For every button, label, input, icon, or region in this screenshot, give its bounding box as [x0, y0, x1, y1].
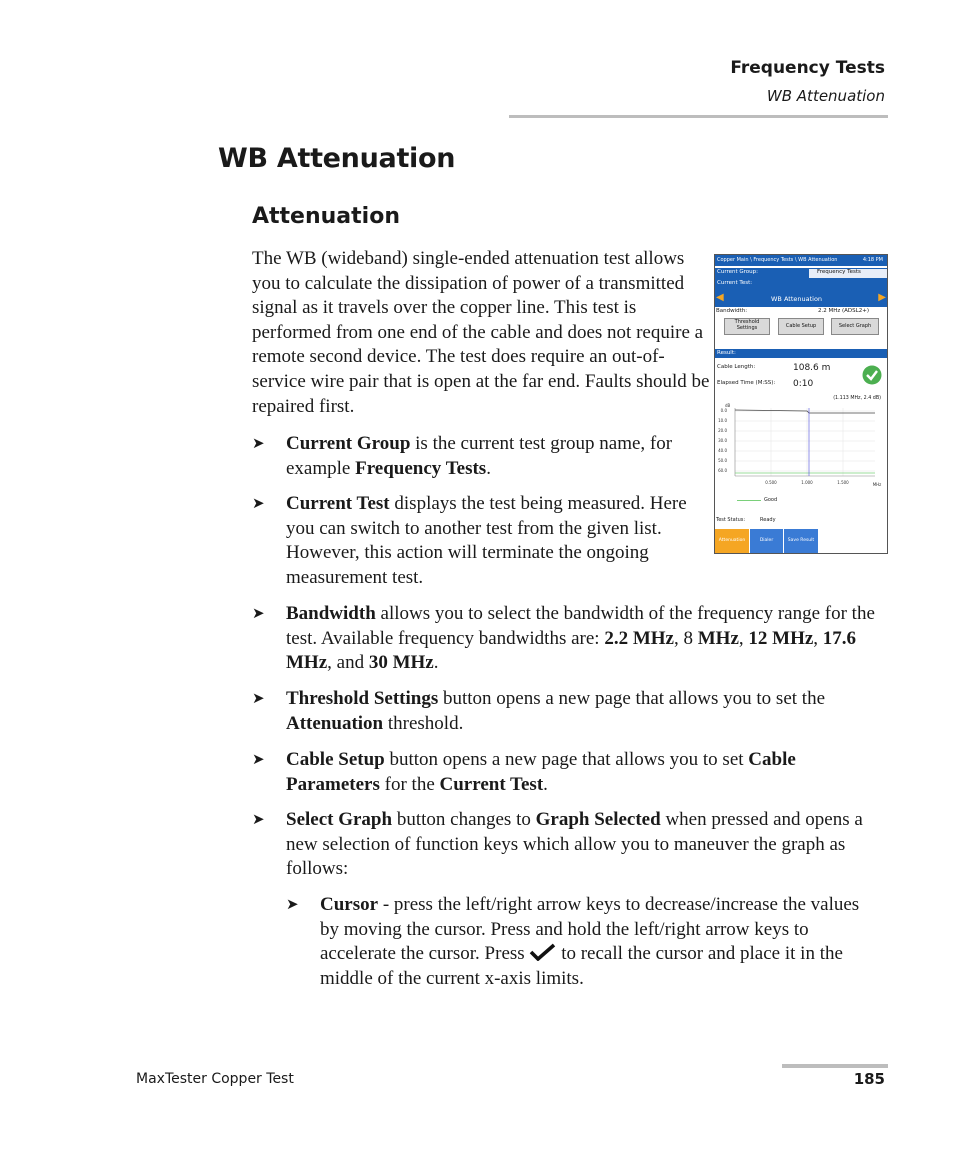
- page-title: WB Attenuation: [218, 143, 456, 174]
- text: is the current test group name, for example: [286, 433, 673, 479]
- x-unit: MHz: [872, 482, 882, 487]
- text: .: [486, 457, 491, 479]
- term: Attenuation: [286, 712, 384, 734]
- section-heading: Attenuation: [252, 204, 400, 229]
- clock: 4:18 PM: [862, 257, 883, 263]
- text: .: [543, 773, 548, 795]
- text: to recall the cursor and place it in the middle of the current x-axis limits.: [320, 943, 843, 989]
- attenuation-graph[interactable]: [715, 400, 887, 490]
- bullet-bandwidth: [252, 602, 886, 676]
- current-group-label: Current Group:: [717, 269, 759, 275]
- chapter-title: Frequency Tests: [730, 58, 885, 78]
- y-tick: 50.0: [718, 458, 727, 463]
- cable-setup-button[interactable]: Cable Setup: [778, 318, 824, 335]
- footer-product: MaxTester Copper Test: [136, 1071, 294, 1087]
- threshold-settings-button[interactable]: Threshold Settings: [724, 318, 770, 335]
- text: ,: [738, 627, 749, 649]
- value: 30 MHz: [368, 652, 434, 674]
- elapsed-value: 0:10: [793, 379, 814, 389]
- bullet-cable-setup: [252, 748, 886, 797]
- breadcrumb: Copper Main \ Frequency Tests \ WB Attenuation: [717, 257, 838, 263]
- current-test-value: WB Attenuation: [771, 295, 823, 303]
- cable-length-label: Cable Length:: [717, 364, 756, 370]
- text: for the: [379, 773, 440, 795]
- text: displays the test being measured. Here you can switch to another test from the given list. However, this action will terminate the ongoing measurement test.: [286, 493, 687, 588]
- bandwidth-value[interactable]: 2.2 MHz (ADSL2+): [818, 308, 869, 314]
- bullet-current-test: [252, 492, 716, 590]
- result-header: [715, 349, 887, 358]
- current-test-label: Current Test:: [717, 280, 753, 286]
- term: Cable Parameters: [286, 749, 796, 795]
- x-tick-labels: [765, 480, 881, 487]
- text: when pressed and opens a new selection of function keys which allow you to maneuver the graph as follows:: [286, 809, 863, 880]
- x-tick: 0.500: [765, 480, 777, 485]
- left-arrow-icon[interactable]: ◀: [716, 292, 724, 303]
- term: Frequency Tests: [355, 457, 487, 479]
- legend-good: Good: [764, 497, 778, 503]
- checkmark-icon: [529, 943, 556, 961]
- softkey-dialer[interactable]: Dialer: [750, 529, 783, 553]
- y-unit: dB: [725, 403, 731, 408]
- y-tick: 30.0: [718, 438, 727, 443]
- value: MHz: [697, 627, 739, 649]
- elapsed-label: Elapsed Time (M:SS):: [717, 380, 776, 386]
- footer-rule: [782, 1064, 888, 1068]
- text: - press the left/right arrow keys to decrease/increase the values by moving the cursor. Press and hold the left/right arrow keys to accelerate the cursor. Press: [320, 894, 860, 965]
- y-tick: 10.0: [718, 418, 727, 423]
- cursor-readout: (1.113 MHz, 2.4 dB): [833, 396, 881, 401]
- term: Current Test: [286, 493, 390, 514]
- bullet-current-group: [252, 432, 716, 481]
- pass-check-icon: [862, 365, 882, 385]
- current-group-row[interactable]: [715, 268, 887, 292]
- text: button opens a new page that allows you to set: [384, 749, 749, 770]
- y-tick: 0.0: [720, 408, 727, 413]
- text: .: [433, 652, 439, 674]
- y-tick: 20.0: [718, 428, 727, 433]
- select-graph-button[interactable]: Select Graph: [831, 318, 879, 335]
- y-tick: 40.0: [718, 448, 727, 453]
- current-test-row[interactable]: [715, 290, 887, 307]
- title-bar: [715, 255, 887, 266]
- bullet-cursor: [286, 893, 880, 991]
- term: Cable Setup: [286, 749, 385, 770]
- text: allows you to select the bandwidth of the frequency range for the test. Available frequency bandwidths are:: [286, 603, 875, 649]
- value: 17.6 MHz: [286, 627, 857, 674]
- arrow-bullet-icon: ➤: [252, 691, 265, 707]
- x-tick: 1.000: [801, 480, 813, 485]
- softkey-attenuation[interactable]: Attenuation: [715, 529, 749, 553]
- current-group-value[interactable]: Frequency Tests: [809, 269, 887, 278]
- status-label: Test Status:: [716, 517, 746, 523]
- text: , 8: [673, 627, 698, 649]
- text: ,: [813, 627, 823, 649]
- status-value: Ready: [760, 517, 776, 523]
- cable-length-value: 108.6 m: [793, 363, 831, 373]
- x-tick: 1.500: [837, 480, 849, 485]
- device-screenshot: [714, 254, 888, 554]
- softkey-save-result[interactable]: Save Result: [784, 529, 818, 553]
- arrow-bullet-icon: ➤: [252, 436, 265, 452]
- right-arrow-icon[interactable]: ▶: [878, 292, 886, 303]
- y-tick-labels: [718, 408, 727, 473]
- bullet-select-graph: [252, 808, 886, 882]
- intro-paragraph: The WB (wideband) single-ended attenuation test allows you to calculate the dissipation of power of a transmitted signal as it travels over the copper line. This test is performed from one end of the cable and does not require a remote second device. The test does require an out-of-service wire pair that is open at the far end. Faults should be repaired first.: [252, 248, 710, 417]
- arrow-bullet-icon: ➤: [252, 496, 265, 512]
- header-rule: [509, 115, 888, 118]
- arrow-bullet-icon: ➤: [252, 812, 265, 828]
- section-title: WB Attenuation: [766, 87, 885, 105]
- bullet-threshold-settings: [252, 687, 886, 736]
- attenuation-trace: [735, 410, 875, 413]
- arrow-bullet-icon: ➤: [286, 897, 299, 913]
- arrow-bullet-icon: ➤: [252, 752, 265, 768]
- bandwidth-label: Bandwidth:: [716, 308, 748, 314]
- term: Current Test: [439, 773, 544, 795]
- value: 12 MHz: [748, 627, 814, 649]
- grid: [735, 408, 875, 476]
- term: Current Group: [286, 433, 411, 454]
- term: Select Graph: [286, 809, 393, 830]
- arrow-bullet-icon: ➤: [252, 606, 265, 622]
- text: , and: [327, 652, 369, 674]
- text: button opens a new page that allows you to set the: [438, 688, 826, 709]
- text: threshold.: [383, 712, 464, 734]
- y-tick: 60.0: [718, 468, 727, 473]
- page-number: 185: [853, 1070, 885, 1088]
- text: button changes to: [392, 809, 536, 830]
- term: Graph Selected: [535, 809, 661, 830]
- value: 2.2 MHz: [604, 627, 674, 649]
- term: Bandwidth: [286, 603, 376, 624]
- term: Cursor: [320, 894, 379, 915]
- result-label: Result:: [717, 350, 736, 356]
- term: Threshold Settings: [286, 688, 439, 709]
- legend-swatch: [737, 500, 761, 501]
